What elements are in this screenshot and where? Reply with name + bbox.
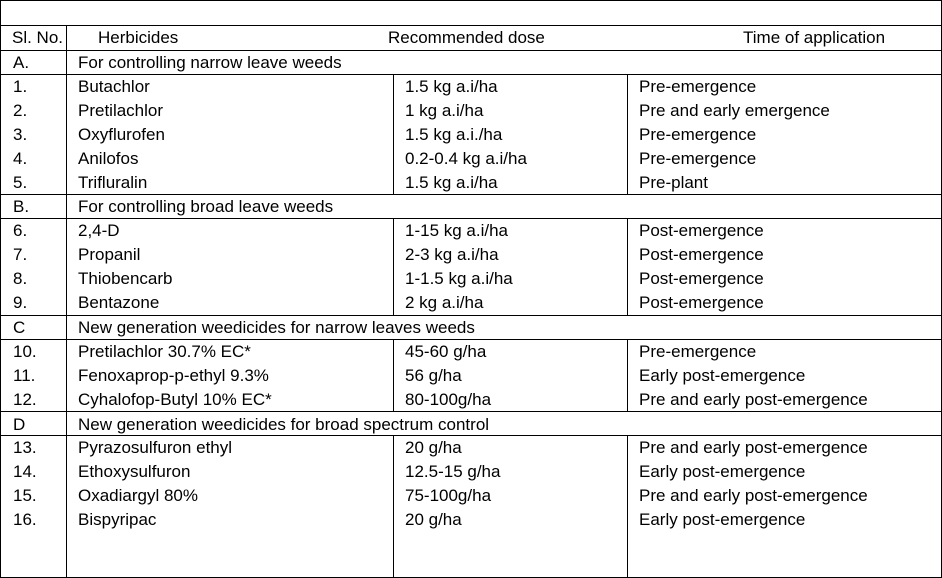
column-divider-2	[393, 435, 394, 577]
row-number: 16.	[13, 510, 37, 530]
time-of-application: Pre and early post-emergence	[639, 438, 868, 458]
time-of-application: Pre-emergence	[639, 124, 757, 144]
section-label: C	[13, 317, 26, 337]
recommended-dose: 2 kg a.i/ha	[405, 293, 484, 312]
column-divider-3	[627, 339, 628, 411]
herbicide-name: Thiobencarb	[78, 269, 173, 289]
herbicide-name: Fenoxaprop-p-ethyl 9.3%	[78, 365, 269, 385]
herbicide-name: Anilofos	[78, 148, 139, 168]
time-of-application: Early post-emergence	[639, 510, 806, 530]
column-divider-2	[393, 218, 394, 315]
time-of-application: Pre-emergence	[639, 341, 757, 361]
herbicide-name: Cyhalofop-Butyl 10% EC*	[78, 389, 272, 409]
header-sl-no: Sl. No.	[12, 28, 64, 47]
row-number: 10.	[13, 341, 37, 361]
herbicide-name: Pretilachlor 30.7% EC*	[78, 341, 251, 361]
column-divider-1	[66, 26, 67, 577]
section-label: A.	[13, 53, 30, 72]
section-title: New generation weedicides for narrow leaves weeds	[78, 317, 475, 337]
time-of-application: Post-emergence	[639, 221, 764, 241]
recommended-dose: 1 kg a.i/ha	[405, 100, 484, 120]
recommended-dose: 0.2-0.4 kg a.i/ha	[405, 148, 527, 168]
recommended-dose: 45-60 g/ha	[405, 341, 487, 361]
time-of-application: Post-emergence	[639, 269, 764, 289]
recommended-dose: 1-1.5 kg a.i/ha	[405, 269, 513, 289]
row-number: 3.	[13, 124, 28, 144]
herbicide-name: Bispyripac	[78, 510, 157, 530]
row-number: 15.	[13, 486, 37, 506]
herbicide-name: Propanil	[78, 245, 141, 265]
herbicide-name: Oxadiargyl 80%	[78, 486, 199, 506]
section-title: For controlling broad leave weeds	[78, 197, 334, 217]
column-divider-3	[627, 218, 628, 315]
column-divider-2	[393, 339, 394, 411]
table-top-border	[0, 0, 942, 1]
header-recommended-dose: Recommended dose	[388, 28, 545, 47]
time-of-application: Pre-emergence	[639, 76, 757, 96]
recommended-dose: 1.5 kg a.i/ha	[405, 172, 498, 192]
row-number: 11.	[13, 365, 36, 385]
herbicide-name: Trifluralin	[78, 172, 148, 192]
row-number: 7.	[13, 245, 28, 265]
recommended-dose: 20 g/ha	[405, 510, 462, 530]
column-divider-3	[627, 74, 628, 194]
recommended-dose: 1-15 kg a.i/ha	[405, 221, 509, 241]
time-of-application: Post-emergence	[639, 293, 764, 312]
row-number: 14.	[13, 462, 37, 482]
recommended-dose: 75-100g/ha	[405, 486, 492, 506]
recommended-dose: 20 g/ha	[405, 438, 462, 458]
section-label: D	[13, 414, 26, 434]
time-of-application: Pre-emergence	[639, 148, 757, 168]
row-number: 4.	[13, 148, 28, 168]
row-number: 12.	[13, 389, 37, 409]
row-number: 6.	[13, 221, 28, 241]
section-title: New generation weedicides for broad spectrum control	[78, 414, 490, 434]
row-number: 1.	[13, 76, 28, 96]
time-of-application: Pre and early emergence	[639, 100, 830, 120]
section-title: For controlling narrow leave weeds	[78, 53, 342, 72]
recommended-dose: 80-100g/ha	[405, 389, 492, 409]
herbicide-name: Pyrazosulfuron ethyl	[78, 438, 233, 458]
time-of-application: Early post-emergence	[639, 462, 806, 482]
recommended-dose: 56 g/ha	[405, 365, 462, 385]
time-of-application: Pre and early post-emergence	[639, 389, 868, 409]
recommended-dose: 1.5 kg a.i/ha	[405, 76, 498, 96]
column-divider-2	[393, 74, 394, 194]
herbicide-name: Ethoxysulfuron	[78, 462, 191, 482]
row-number: 13.	[13, 438, 37, 458]
row-number: 8.	[13, 269, 28, 289]
herbicide-name: Butachlor	[78, 76, 150, 96]
table-left-border	[0, 0, 1, 578]
time-of-application: Post-emergence	[639, 245, 764, 265]
herbicide-name: Pretilachlor	[78, 100, 164, 120]
recommended-dose: 12.5-15 g/ha	[405, 462, 501, 482]
herbicide-name: Bentazone	[78, 293, 160, 312]
row-number: 2.	[13, 100, 28, 120]
time-of-application: Pre-plant	[639, 172, 708, 192]
row-number: 5.	[13, 172, 28, 192]
herbicide-name: 2,4-D	[78, 221, 120, 241]
header-time-of-application: Time of application	[743, 28, 886, 47]
herbicide-name: Oxyflurofen	[78, 124, 165, 144]
section-label: B.	[13, 197, 30, 217]
recommended-dose: 2-3 kg a.i/ha	[405, 245, 499, 265]
column-divider-3	[627, 435, 628, 577]
row-number: 9.	[13, 293, 28, 312]
time-of-application: Pre and early post-emergence	[639, 486, 868, 506]
recommended-dose: 1.5 kg a.i./ha	[405, 124, 503, 144]
time-of-application: Early post-emergence	[639, 365, 806, 385]
header-herbicides: Herbicides	[98, 28, 179, 47]
